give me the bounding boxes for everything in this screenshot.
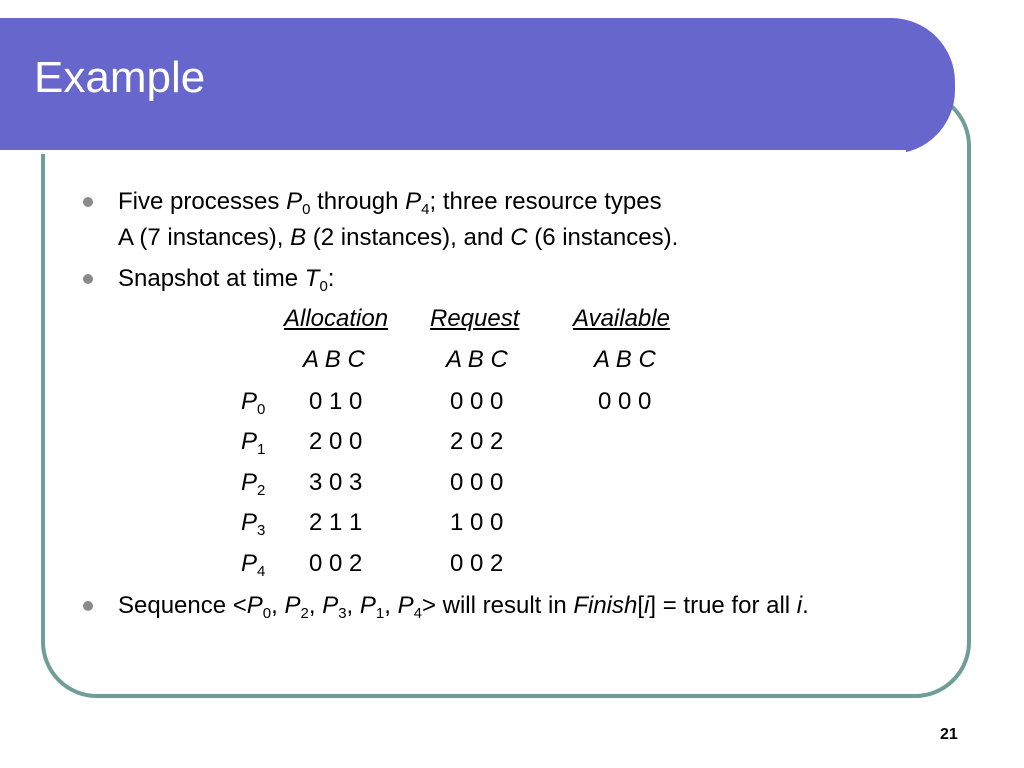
text: , [384,592,398,619]
bullet-dot [83,197,93,207]
process-label [241,468,265,498]
header-request: Request [430,305,520,332]
allocation-value: 2 1 1 [309,509,363,536]
process-symbol: P [397,592,414,619]
subheader-available: A B C [594,346,656,373]
bullet-2 [118,264,334,294]
request-value: 1 0 0 [450,509,504,536]
subheader-request: A B C [446,346,508,373]
text: , [346,592,360,619]
allocation-value: 0 0 2 [309,550,363,577]
process-symbol: P [241,550,258,577]
process-symbol: P [359,592,376,619]
process-symbol: P [241,428,258,455]
process-label [241,508,265,538]
text: A (7 instances), [118,224,291,251]
subscript: 0 [319,278,328,295]
text: ] = true for all [649,592,797,619]
request-value: 0 0 0 [450,388,504,415]
text: (2 instances), and [306,224,511,251]
text: through [310,188,406,215]
bullet-dot [83,601,93,611]
text: Snapshot at time [118,265,305,292]
subscript: 4 [257,563,266,580]
allocation-value: 0 1 0 [309,388,363,415]
subscript: 0 [302,201,311,218]
text: : [327,265,335,292]
process-symbol: P [241,469,258,496]
text: (6 instances). [527,224,679,251]
slide-title: Example [34,53,206,102]
finish-symbol: Finish [573,592,638,619]
bullet-dot [83,274,93,284]
subscript: 4 [413,605,422,622]
index-symbol: i [644,592,650,619]
allocation-value: 2 0 0 [309,428,363,455]
title-underline [0,150,906,154]
header-allocation: Allocation [284,305,389,332]
process-symbol: P [286,188,303,215]
allocation-value: 3 0 3 [309,469,363,496]
process-symbol: P [241,388,258,415]
process-symbol: P [284,592,301,619]
subscript: 1 [257,441,266,458]
subscript: 1 [375,605,385,622]
header-available: Available [573,305,670,332]
request-value: 0 0 2 [450,550,504,577]
subheader-allocation: A B C [303,346,365,373]
bullet-1-line-1 [118,187,662,217]
resource-symbol: B [290,224,307,251]
request-value: 0 0 0 [450,469,504,496]
text: Sequence < [118,592,247,619]
process-label [241,427,265,457]
resource-symbol: C [510,224,528,251]
process-symbol: P [322,592,339,619]
subscript: 3 [257,522,266,539]
subscript: 2 [300,605,309,622]
text: [ [637,592,645,619]
process-symbol: P [246,592,263,619]
bullet-3 [118,591,809,621]
request-value: 2 0 2 [450,428,504,455]
subscript: 0 [257,401,266,418]
text: ; three resource types [429,188,662,215]
subscript: 3 [338,605,347,622]
available-value: 0 0 0 [598,388,652,415]
text: Five processes [118,188,287,215]
process-symbol: P [405,188,422,215]
index-symbol: i [796,592,803,619]
subscript: 2 [257,482,266,499]
page-number: 21 [940,726,958,743]
subscript: 0 [262,605,272,622]
process-label [241,387,265,417]
text: , [271,592,285,619]
text: > will result in [421,592,574,619]
process-label [241,549,265,579]
text: , [308,592,323,619]
time-symbol: T [304,265,320,292]
bullet-1-line-2 [118,223,678,253]
process-symbol: P [241,509,258,536]
subscript: 4 [421,201,430,218]
text: . [802,592,809,619]
